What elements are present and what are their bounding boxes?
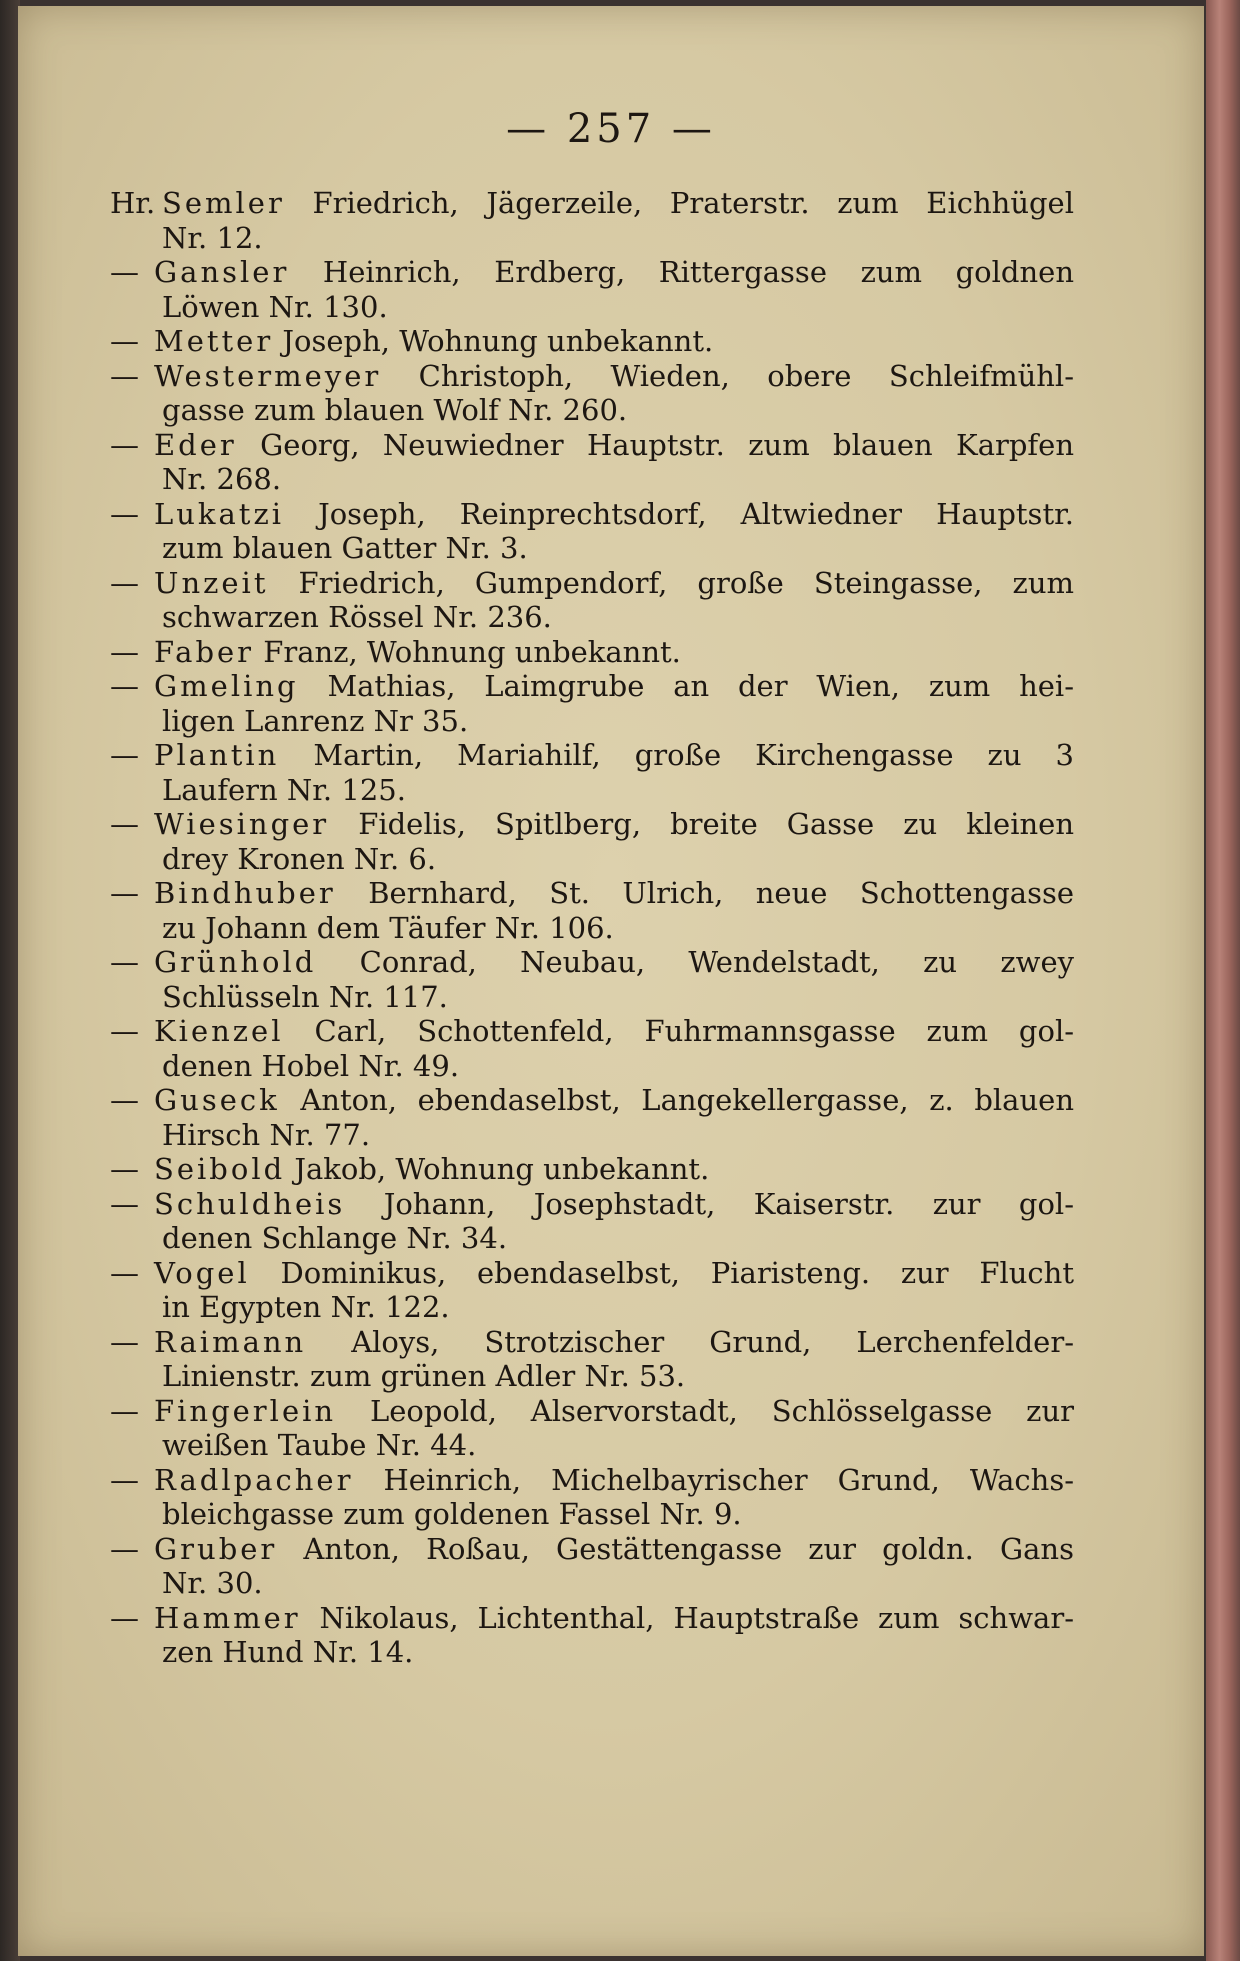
- entry-second-line: schwarzen Rössel Nr. 236.: [162, 600, 552, 634]
- entry-surname: Bindhuber: [154, 876, 336, 910]
- book-binding: [0, 0, 20, 1961]
- entry-first-line: [110, 255, 1074, 290]
- entry-surname: Grünhold: [154, 945, 317, 979]
- entry-prefix: —: [110, 255, 139, 289]
- entry-surname: Gmeling: [154, 669, 299, 703]
- list-item: [110, 497, 1074, 566]
- entry-prefix: Hr.: [110, 186, 156, 220]
- entry-details: Jakob, Wohnung unbekannt.: [294, 1152, 710, 1186]
- page-edges: [1206, 0, 1240, 1961]
- entry-details: Anton, ebendaselbst, Langekellergasse, z. blauen: [300, 1083, 1074, 1117]
- entry-surname: Hammer: [154, 1600, 301, 1635]
- entry-second-line: zen Hund Nr. 14.: [162, 1635, 414, 1669]
- entry-second-line: Nr. 30.: [162, 1566, 263, 1600]
- list-item: [110, 1187, 1074, 1256]
- entry-prefix: —: [110, 1531, 139, 1566]
- entry-second-line: ligen Lanrenz Nr 35.: [162, 703, 469, 738]
- entry-first-line: [110, 359, 1074, 394]
- entry-prefix: —: [110, 358, 139, 393]
- entry-first-line: [110, 1532, 1074, 1567]
- entry-prefix: —: [110, 1324, 139, 1359]
- entry-first-line: [110, 738, 1074, 773]
- entry-surname: Fingerlein: [154, 1393, 337, 1428]
- entry-first-line: [110, 1014, 1074, 1049]
- list-item: [110, 1325, 1074, 1394]
- list-item: [110, 359, 1074, 428]
- entry-second-line: zu Johann dem Täufer Nr. 106.: [162, 910, 614, 945]
- entry-prefix: —: [110, 565, 139, 600]
- entry-details: Johann, Josephstadt, Kaiserstr. zur gol-: [383, 1186, 1074, 1221]
- entry-details: Nikolaus, Lichtenthal, Hauptstraße zum schwar-: [319, 1600, 1075, 1635]
- entry-second-line: gasse zum blauen Wolf Nr. 260.: [162, 393, 628, 427]
- entry-surname: Radlpacher: [154, 1462, 354, 1497]
- entry-second-line: weißen Taube Nr. 44.: [162, 1428, 477, 1462]
- entry-details: Aloys, Strotzischer Grund, Lerchenfelder-: [351, 1324, 1074, 1359]
- entry-details: Martin, Mariahilf, große Kirchengasse zu 3: [313, 738, 1074, 772]
- page-number: — 257 —: [506, 106, 716, 152]
- list-item: [110, 1083, 1074, 1152]
- entry-second-line: Hirsch Nr. 77.: [162, 1117, 371, 1152]
- entry-first-line: [110, 876, 1074, 911]
- entry-first-line: [110, 497, 1074, 532]
- entry-first-line: [110, 807, 1074, 842]
- entry-details: Fidelis, Spitlberg, breite Gasse zu kleinen: [358, 807, 1074, 841]
- entry-details: Conrad, Neubau, Wendelstadt, zu zwey: [359, 945, 1075, 979]
- entry-details: Joseph, Wohnung unbekannt.: [282, 324, 714, 358]
- entry-first-line: [110, 324, 1074, 359]
- entry-second-line: zum blauen Gatter Nr. 3.: [162, 531, 528, 565]
- entry-surname: Guseck: [154, 1083, 280, 1117]
- list-item: [110, 1152, 1074, 1187]
- entry-prefix: —: [110, 1014, 139, 1048]
- entry-prefix: —: [110, 669, 139, 703]
- entry-details: Dominikus, ebendaselbst, Piaristeng. zur Flucht: [280, 1255, 1074, 1290]
- entry-first-line: [110, 945, 1074, 980]
- list-item: [110, 1532, 1074, 1601]
- entry-prefix: —: [110, 738, 139, 772]
- entry-prefix: —: [110, 1255, 139, 1290]
- entry-second-line: bleichgasse zum goldenen Fassel Nr. 9.: [162, 1497, 742, 1531]
- entry-second-line: Linienstr. zum grünen Adler Nr. 53.: [162, 1359, 686, 1393]
- entry-details: Christoph, Wieden, obere Schleifmühl-: [418, 358, 1074, 393]
- list-item: [110, 669, 1074, 738]
- entry-details: Bernhard, St. Ulrich, neue Schottengasse: [368, 876, 1075, 910]
- entry-surname: Semler: [162, 186, 285, 220]
- entry-surname: Raimann: [154, 1324, 307, 1359]
- list-item: [110, 807, 1074, 876]
- entry-second-line: drey Kronen Nr. 6.: [162, 841, 437, 876]
- entry-prefix: —: [110, 427, 139, 462]
- entry-prefix: —: [110, 324, 139, 358]
- entry-first-line: [110, 428, 1074, 463]
- entry-first-line: [110, 1187, 1074, 1222]
- entry-surname: Kienzel: [154, 1014, 284, 1048]
- entry-prefix: —: [110, 1462, 139, 1497]
- entry-second-line: Nr. 268.: [162, 462, 282, 496]
- entry-first-line: [110, 635, 1074, 670]
- entry-prefix: —: [110, 807, 139, 841]
- entry-prefix: —: [110, 496, 139, 531]
- entry-first-line: [110, 669, 1074, 704]
- entry-prefix: —: [110, 876, 139, 910]
- entry-details: Friedrich, Gumpendorf, große Steingasse, zum: [298, 565, 1075, 600]
- list-item: [110, 186, 1074, 255]
- list-item: [110, 876, 1074, 945]
- entry-details: Friedrich, Jägerzeile, Praterstr. zum Eichhügel: [312, 186, 1074, 220]
- entry-details: Carl, Schottenfeld, Fuhrmannsgasse zum gol-: [314, 1014, 1075, 1048]
- entry-first-line: [110, 186, 1074, 221]
- entry-details: Joseph, Reinprechtsdorf, Altwiedner Hauptstr.: [318, 496, 1074, 531]
- entry-second-line: Löwen Nr. 130.: [162, 289, 388, 324]
- entry-surname: Westermeyer: [154, 358, 382, 393]
- list-item: [110, 635, 1074, 670]
- entry-surname: Wiesinger: [154, 807, 330, 841]
- entry-surname: Eder: [154, 427, 237, 462]
- entry-second-line: denen Hobel Nr. 49.: [162, 1048, 460, 1083]
- entry-surname: Plantin: [154, 738, 280, 772]
- list-item: [110, 1463, 1074, 1532]
- entry-surname: Vogel: [154, 1255, 250, 1290]
- entry-second-line: in Egypten Nr. 122.: [162, 1290, 450, 1324]
- entry-second-line: Laufern Nr. 125.: [162, 772, 406, 807]
- entry-surname: Schuldheis: [154, 1186, 346, 1221]
- entry-first-line: [110, 1256, 1074, 1291]
- list-item: [110, 428, 1074, 497]
- list-item: [110, 255, 1074, 324]
- entry-surname: Faber: [154, 634, 255, 669]
- entry-first-line: [110, 1601, 1074, 1636]
- list-item: [110, 945, 1074, 1014]
- entry-prefix: —: [110, 1600, 139, 1635]
- address-list: [110, 186, 1074, 1670]
- entry-second-line: denen Schlange Nr. 34.: [162, 1221, 508, 1255]
- list-item: [110, 1014, 1074, 1083]
- entry-prefix: —: [110, 945, 139, 979]
- entry-surname: Seibold: [154, 1152, 286, 1186]
- entry-prefix: —: [110, 634, 139, 669]
- entry-details: Franz, Wohnung unbekannt.: [263, 634, 681, 669]
- list-item: [110, 324, 1074, 359]
- list-item: [110, 738, 1074, 807]
- list-item: [110, 1256, 1074, 1325]
- entry-details: Anton, Roßau, Gestättengasse zur goldn. Gans: [303, 1531, 1074, 1566]
- entry-prefix: —: [110, 1186, 139, 1221]
- entry-details: Heinrich, Michelbayrischer Grund, Wachs-: [383, 1462, 1075, 1497]
- list-item: [110, 1601, 1074, 1670]
- entry-second-line: Nr. 12.: [162, 220, 263, 255]
- entry-first-line: [110, 1463, 1074, 1498]
- entry-surname: Lukatzi: [154, 496, 285, 531]
- entry-prefix: —: [110, 1393, 139, 1428]
- entry-prefix: —: [110, 1083, 139, 1117]
- entry-first-line: [110, 1394, 1074, 1429]
- entry-first-line: [110, 1325, 1074, 1360]
- entry-first-line: [110, 1083, 1074, 1118]
- book-page: [18, 6, 1204, 1956]
- list-item: [110, 566, 1074, 635]
- entry-first-line: [110, 1152, 1074, 1187]
- entry-surname: Metter: [154, 324, 274, 358]
- entry-first-line: [110, 566, 1074, 601]
- list-item: [110, 1394, 1074, 1463]
- entry-details: Heinrich, Erdberg, Rittergasse zum goldnen: [322, 255, 1074, 289]
- entry-details: Leopold, Alservorstadt, Schlösselgasse zur: [369, 1393, 1074, 1428]
- entry-surname: Unzeit: [154, 565, 269, 600]
- entry-second-line: Schlüsseln Nr. 117.: [162, 979, 448, 1014]
- entry-prefix: —: [110, 1152, 139, 1186]
- entry-surname: Gansler: [154, 255, 290, 289]
- entry-details: Georg, Neuwiedner Hauptstr. zum blauen Karpfen: [260, 427, 1075, 462]
- entry-surname: Gruber: [154, 1531, 278, 1566]
- entry-details: Mathias, Laimgrube an der Wien, zum hei-: [327, 669, 1074, 703]
